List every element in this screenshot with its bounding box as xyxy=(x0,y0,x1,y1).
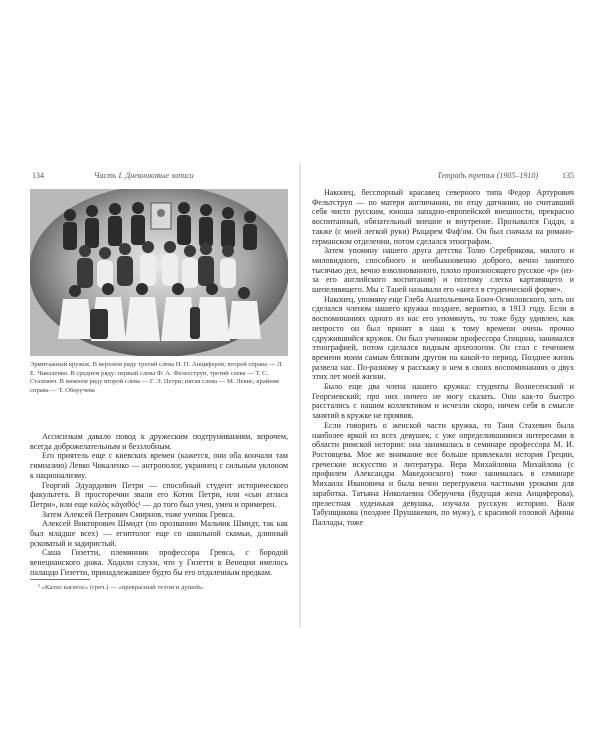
paragraph: Георгий Эдуардович Петри — способный студент исторического факультета. В просторечии звали его Котик Петри, или «сын атласа Петри», или еще καλὸς κἀγαθός¹ — до того был учен, умен и примерен. xyxy=(30,480,288,509)
photo-caption xyxy=(30,361,288,395)
paragraph: Его приятель еще с киевских времен (кажется, они оба кончали там гимназию) Левко Чикаленко — антрополог, украинец с сильным уклоном к национализму. xyxy=(30,451,288,480)
right-page xyxy=(312,163,574,628)
left-page xyxy=(30,163,288,628)
running-header xyxy=(30,171,288,183)
paragraph: Если говорить о женской части кружка, то Таня Стахевич была наиболее яркой из всех девушек, с уже определившимися интересами в области римской истории: она занималась в семинаре профессора М. И. Ростовцева. Мое же внимание все больше привлекали история Греции, греческие искусство и литература. Вера Михайловна Михайлова (с профилем Александра Македонского) тоже занималась в семинаре Михаила Ивановича и была вечно перегружена частными уроками для заработка. Татьяна Николаевна Оберучева (будущая жена Анциферова), прелестная худенькая девушка, изучала русскую историю. Валя Табунщикова (позднее Прушакевич, по мужу), с красивой головой Афины Паллады, тоже xyxy=(312,420,574,527)
paragraph: Было еще два члена нашего кружка: студенты Вознесенский и Георгиевский; про них ничего не могу сказать. Они как-то быстро расстались с нашим коллективом и исчезли скоро, ничем себя в смысле занятий в кружке не проявив. xyxy=(312,382,574,421)
body-text xyxy=(30,432,288,578)
book-gutter xyxy=(299,163,301,628)
paragraph: Алексей Викторович Шмидт (по прозванию Мальчик Шмидт, так как был младше всех) — египтолог еще со школьной скамьи, длинный рсковатый и задиристый. xyxy=(30,519,288,548)
caption-text: Эрмитажный кружок. В верхнем ряду третий слева Н. П. Анциферов; второй справа — Л. Е. Чикаленко. В среднем ряду: первый слева Ф. А. Фельтструп, третий слева — Т. С. Стахевич. В нижнем ряду второй слева — Г. Э. Петри; пятая слева — М. Левис, крайняя справа — Т. Оберучева xyxy=(30,361,284,394)
footnote-text: ¹ «Калос кагатос» (греч.) — «прекрасный телом и душой». xyxy=(38,584,205,591)
body-text xyxy=(312,188,574,528)
paragraph: Наконец, бесспорный красавец северного типа Федор Артурович Фельтструп — по матери англичанин, по отцу датчанин, но считавший себя чисто русским, юноша западно-европейской внешности, прекрасно воспитанный, обязательный внешне и внутренне. Прозывался Гадди, а также (с моей легкой руки) Рыцарем Фаф'ом. Он был сначала на романо-германском отделении, потом сделался этнографом. xyxy=(312,188,574,246)
running-title: Часть I. Дневниковые записи xyxy=(94,171,194,180)
page-number: 135 xyxy=(562,171,574,180)
page-number: 134 xyxy=(32,171,44,180)
paragraph: Наконец, упомяну еще Глеба Анатольевича Бонч-Осмоловского, хоть он сделался членом нашего кружка позднее, вероятно, в 1913 году. Если в воспоминаниях одного из нас его упомянуть, то тоже буду удивлен, как непросто он был принят в наш к тому времени очень прочно сдружившийся кружок. Он был учеником профессора Спицина, занимался этнографией, потом сделался видным археологом. Он стал с течением времени моим самым близким другом на какой-то период. Позднее жизнь развела нас. По-разному я расскажу о нем в своих воспоминаниях о двух этих лет моей жизни. xyxy=(312,294,574,382)
book-spread xyxy=(0,163,600,628)
paragraph: Ассисизкам давало повод к дружеским подтруниваниям, впрочем, всегда доброжелательным и беззлобным. xyxy=(30,432,288,451)
paragraph: Затем Алексей Петрович Смирнов, тоже ученик Гревса. xyxy=(42,509,235,519)
paragraph: Саша Гизетти, племянник профессора Гревса, с бородой венецианского дожа. Ходили слухи, что у Гизетти в Венеции имелось палаццо Гизетти, принадлежавшее будто бы его отдаленным предкам. xyxy=(30,548,288,577)
footnote xyxy=(30,584,288,593)
photo-image xyxy=(30,189,288,356)
paragraph: Затем упомяну нашего друга детства Толю Серебрякова, милого и миловидного, способного и необыкновенно доброго, вечно занятого тысячью дел, вечно взволнованного, плохо произносящего русское «р» (из-за его английского воспитания) и поэтому слегка картавящего и шепелявящего. Мы с Таней называли его «ангел в студенческой форме». xyxy=(312,246,574,295)
footnote-rule xyxy=(30,579,90,580)
running-header xyxy=(312,171,574,183)
running-title: Тетрадь третья (1905–1910) xyxy=(437,171,538,180)
group-photograph xyxy=(30,189,288,356)
